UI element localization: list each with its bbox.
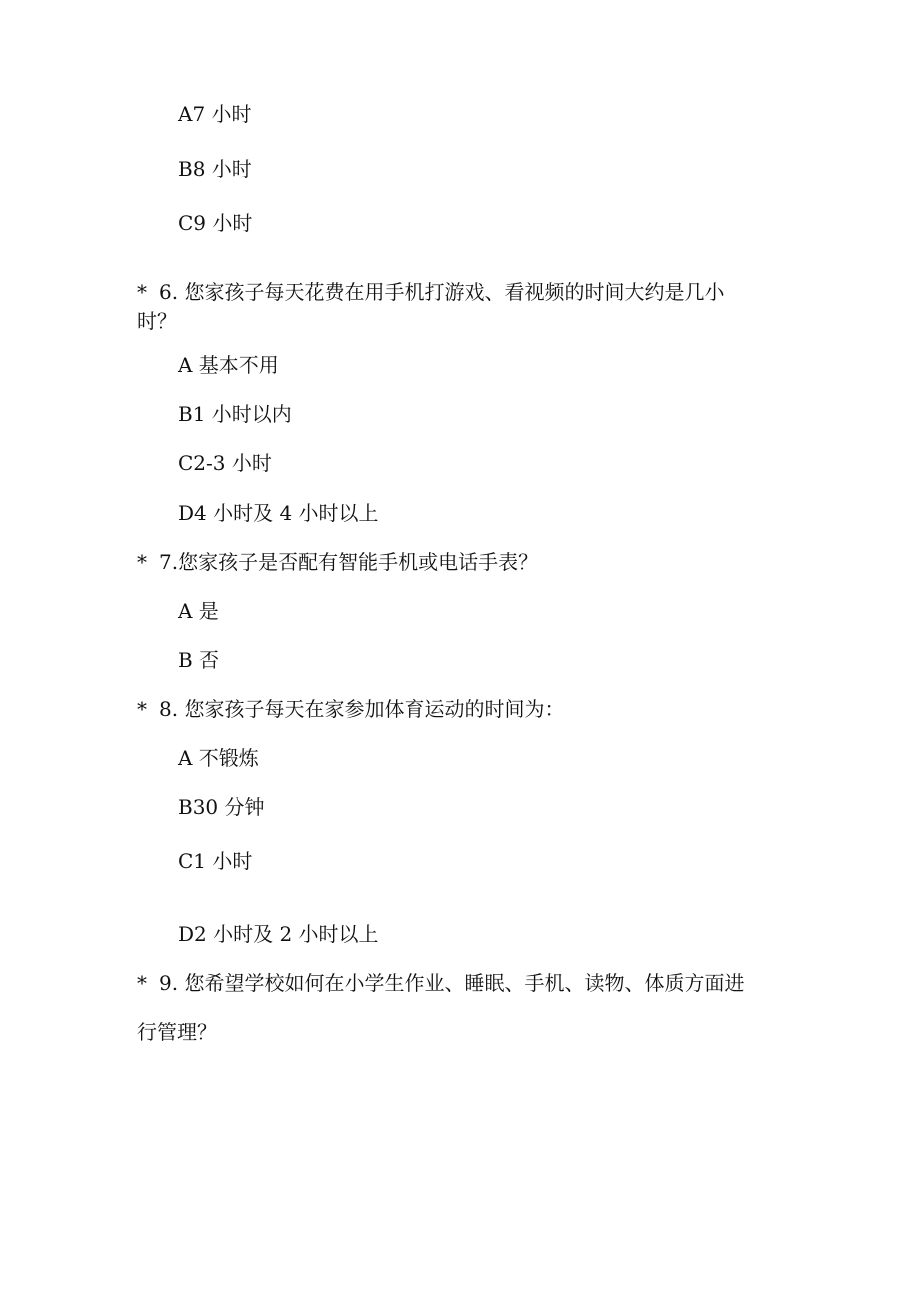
- q9-question-text: 9. 您希望学校如何在小学生作业、睡眠、手机、读物、体质方面进: [159, 971, 745, 995]
- q6-option-a: A 基本不用: [178, 353, 279, 377]
- q8-option-a: A 不锻炼: [178, 746, 259, 770]
- q9-question-line1: [137, 971, 744, 995]
- q8-question-text: 8. 您家孩子每天在家参加体育运动的时间为：: [159, 697, 565, 721]
- q8-question: [137, 697, 564, 721]
- required-marker: *: [137, 550, 147, 574]
- required-marker: *: [137, 280, 147, 304]
- q5-option-c: C9 小时: [178, 211, 253, 235]
- q9-question-line2: 行管理？: [137, 1020, 217, 1044]
- q6-option-c: C2-3 小时: [178, 451, 272, 475]
- q7-option-b: B 否: [178, 648, 220, 672]
- q6-question-text: 6. 您家孩子每天花费在用手机打游戏、看视频的时间大约是几小: [159, 280, 725, 304]
- q8-option-d: D2 小时及 2 小时以上: [178, 922, 379, 946]
- required-marker: *: [137, 697, 147, 721]
- q7-question-text: 7.您家孩子是否配有智能手机或电话手表？: [159, 550, 539, 574]
- q6-question-line2: 时？: [137, 309, 177, 333]
- q8-option-c: C1 小时: [178, 849, 253, 873]
- q8-option-b: B30 分钟: [178, 795, 265, 819]
- required-marker: *: [137, 971, 147, 995]
- q5-option-b: B8 小时: [178, 157, 252, 181]
- q6-option-d: D4 小时及 4 小时以上: [178, 501, 379, 525]
- q6-question-line1: [137, 280, 724, 304]
- q5-option-a: A7 小时: [178, 102, 252, 126]
- q6-option-b: B1 小时以内: [178, 402, 292, 426]
- q7-question: [137, 550, 538, 574]
- q7-option-a: A 是: [178, 599, 219, 623]
